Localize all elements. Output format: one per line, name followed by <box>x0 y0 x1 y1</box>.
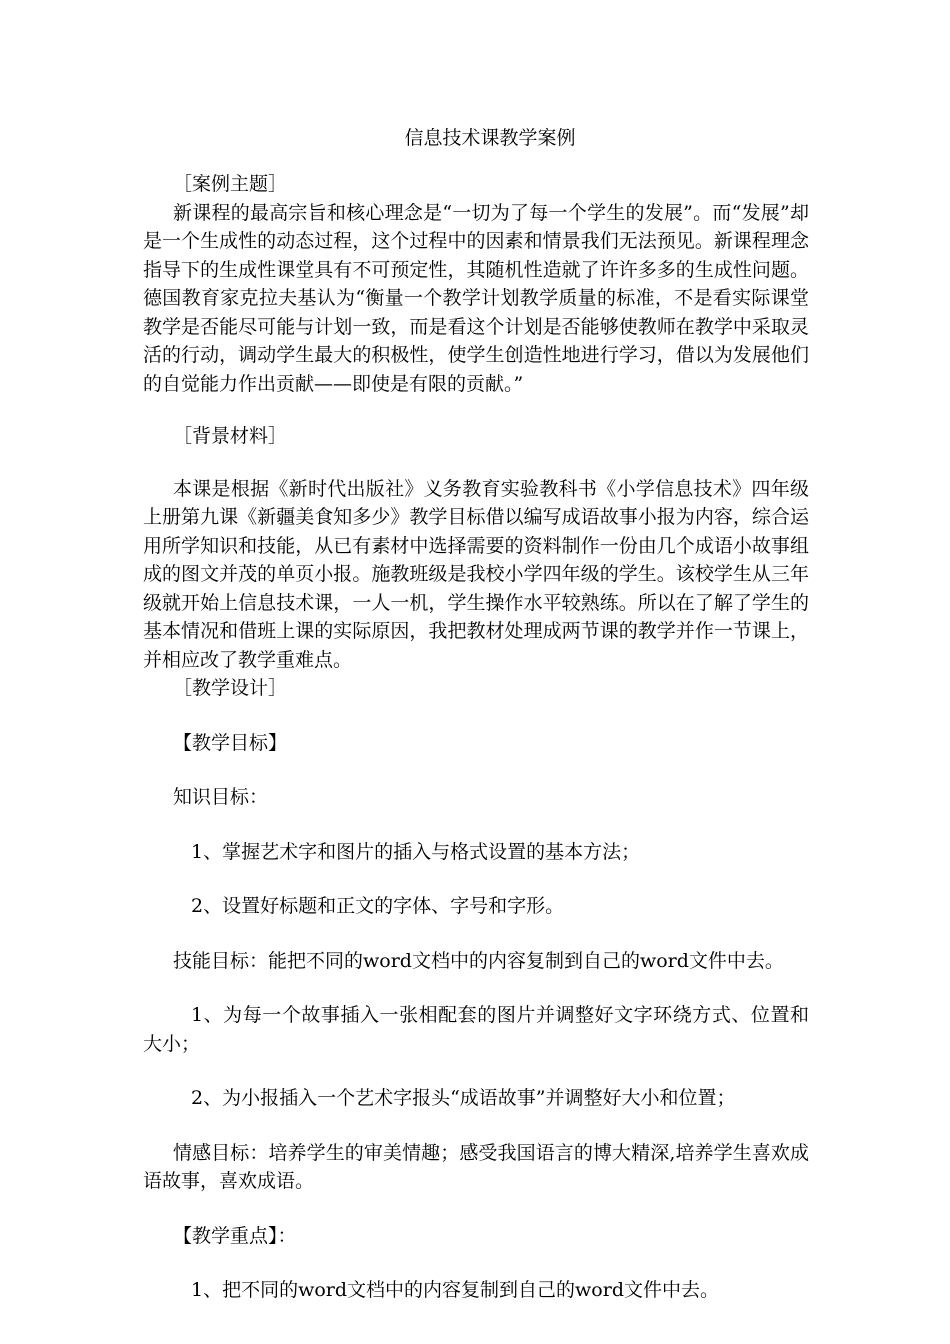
knowledge-goal-item: 2、设置好标题和正文的字体、字号和字形。 <box>191 895 565 917</box>
background-heading: ［背景材料］ <box>173 425 288 447</box>
skill-goal-paragraph: 技能目标：能把不同的word文档中的内容复制到自己的word文件中去。 <box>173 949 784 972</box>
background-paragraph: 本课是根据《新时代出版社》义务教育实验教科书《小学信息技术》四年级上册第九课《新疆美食知多少》教学目标借以编写成语故事小报为内容，综合运用所学知识和技能，从已有素材中选择需要的资料制作一份由几个成语小故事组成的图文并茂的单页小报。施教班级是我校小学四年级的学生。该校学生从三年级就开始上信息技术课，一人一机，学生操作水平较熟练。所以在了解了学生的基本情况和借班上课的实际原因，我把教材处理成两节课的教学并作一节课上，并相应改了教学重难点。 <box>143 477 809 671</box>
keypoints-item: 1、把不同的word文档中的内容复制到自己的word文件中去。 <box>191 1279 719 1301</box>
document-body <box>143 170 809 1305</box>
knowledge-goal-label: 知识目标： <box>173 786 269 808</box>
knowledge-goal-item: 1、掌握艺术字和图片的插入与格式设置的基本方法； <box>191 840 641 863</box>
skill-goal-item: 1、为每一个故事插入一张相配套的图片并调整好文字环绕方式、位置和大小； <box>143 1004 809 1055</box>
skill-goal-item: 2、为小报插入一个艺术字报头“成语故事”并调整好大小和位置； <box>191 1087 736 1109</box>
theme-paragraph: 新课程的最高宗旨和核心理念是“一切为了每一个学生的发展”。而“发展”却是一个生成性的动态过程，这个过程中的因素和情景我们无法预见。新课程理念指导下的生成性课堂具有不可预定性，其随机性造就了许许多多的生成性问题。德国教育家克拉夫基认为“衡量一个教学计划教学质量的标准，不是看实际课堂教学是否能尽可能与计划一致，而是看这个计划是否能够使教师在教学中采取灵活的行动，调动学生最大的积极性，使学生创造性地进行学习，借以为发展他们的自觉能力作出贡献——即使是有限的贡献。” <box>143 201 809 395</box>
theme-heading: ［案例主题］ <box>173 173 288 195</box>
design-heading: ［教学设计］ <box>173 677 288 699</box>
goals-heading: 【教学目标】 <box>173 731 288 754</box>
keypoints-heading: 【教学重点】： <box>173 1224 297 1247</box>
emotion-goal-paragraph: 情感目标：培养学生的审美情趣；感受我国语言的博大精深,培养学生喜欢成语故事，喜欢成语。 <box>143 1141 809 1192</box>
document-title: 信息技术课教学案例 <box>404 127 576 149</box>
